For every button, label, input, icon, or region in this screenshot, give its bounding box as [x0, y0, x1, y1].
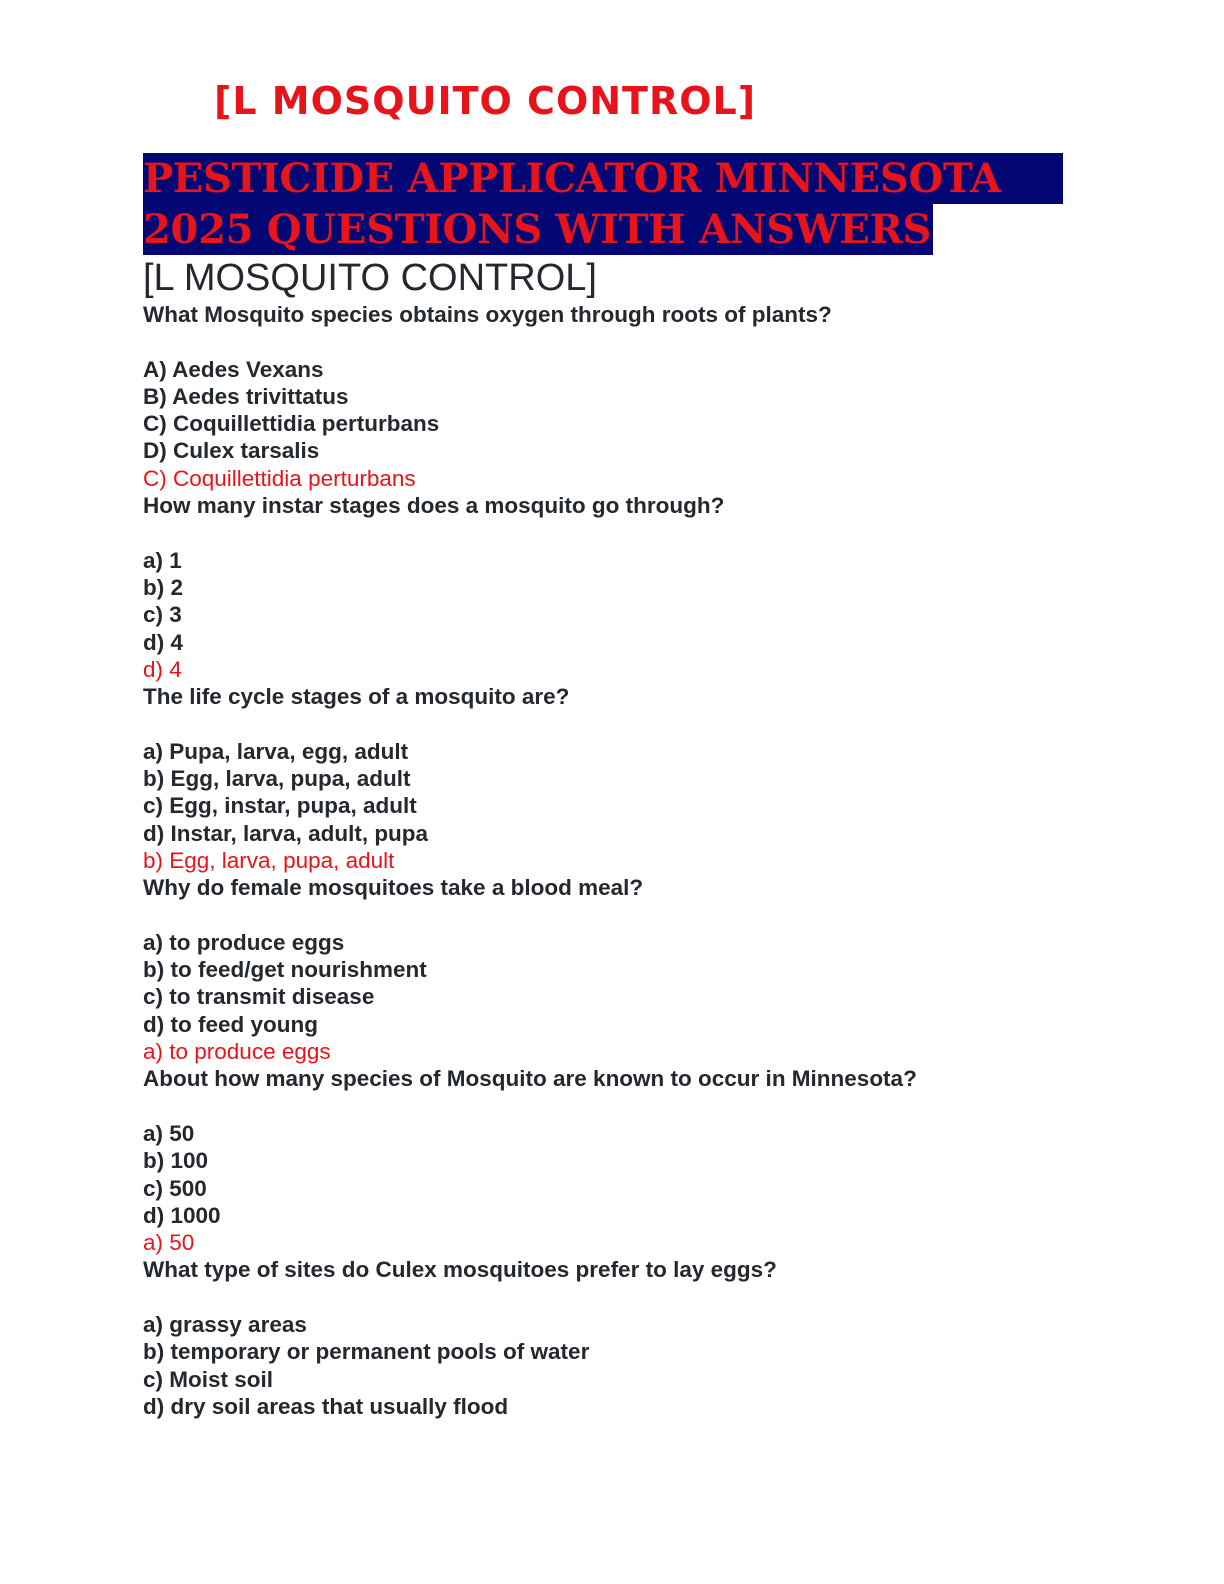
banner-line-1: PESTICIDE APPLICATOR MINNESOTA — [143, 153, 1063, 204]
question-text: Why do female mosquitoes take a blood meal? — [143, 875, 644, 901]
option: c) Egg, instar, pupa, adult — [143, 793, 417, 819]
option: a) grassy areas — [143, 1311, 307, 1337]
question-text: About how many species of Mosquito are known to occur in Minnesota? — [143, 1066, 917, 1092]
spacer — [143, 710, 1123, 737]
answer-text: a) to produce eggs — [143, 1039, 331, 1065]
question-list — [143, 301, 1123, 1420]
question-block — [143, 301, 1123, 492]
option: A) Aedes Vexans — [143, 356, 324, 382]
answer-text: d) 4 — [143, 656, 182, 682]
spacer — [143, 1284, 1123, 1311]
question-block — [143, 683, 1123, 874]
question-text: How many instar stages does a mosquito go through? — [143, 493, 725, 519]
question-block — [143, 1065, 1123, 1256]
option: B) Aedes trivittatus — [143, 383, 349, 409]
question-block — [143, 1256, 1123, 1420]
option: d) Instar, larva, adult, pupa — [143, 820, 429, 846]
option: a) Pupa, larva, egg, adult — [143, 738, 409, 764]
spacer — [143, 328, 1123, 355]
question-text: What type of sites do Culex mosquitoes prefer to lay eggs? — [143, 1257, 777, 1283]
answer-text: a) 50 — [143, 1230, 195, 1256]
option: a) to produce eggs — [143, 929, 345, 955]
option: D) Culex tarsalis — [143, 438, 320, 464]
option: b) to feed/get nourishment — [143, 957, 427, 983]
option: b) 100 — [143, 1148, 209, 1174]
option: a) 1 — [143, 547, 182, 573]
option: c) Moist soil — [143, 1366, 274, 1392]
option: d) dry soil areas that usually flood — [143, 1393, 509, 1419]
spacer — [143, 1093, 1123, 1120]
answer-text: C) Coquillettidia perturbans — [143, 465, 416, 491]
question-text: The life cycle stages of a mosquito are? — [143, 684, 570, 710]
option: b) temporary or permanent pools of water — [143, 1339, 590, 1365]
option: c) to transmit disease — [143, 984, 375, 1010]
document-title: [L MOSQUITO CONTROL] — [214, 79, 757, 123]
option: d) 4 — [143, 629, 184, 655]
answer-text: b) Egg, larva, pupa, adult — [143, 847, 395, 873]
option: b) 2 — [143, 574, 184, 600]
option: C) Coquillettidia perturbans — [143, 411, 440, 437]
question-text: What Mosquito species obtains oxygen through roots of plants? — [143, 302, 832, 327]
option: b) Egg, larva, pupa, adult — [143, 766, 411, 792]
section-heading: [L MOSQUITO CONTROL] — [143, 257, 597, 299]
option: d) 1000 — [143, 1202, 221, 1228]
option: d) to feed young — [143, 1011, 318, 1037]
option: c) 500 — [143, 1175, 207, 1201]
option: c) 3 — [143, 602, 182, 628]
question-block — [143, 874, 1123, 1065]
banner-line-2: 2025 QUESTIONS WITH ANSWERS — [143, 206, 932, 253]
spacer — [143, 902, 1123, 929]
question-block — [143, 492, 1123, 683]
spacer — [143, 519, 1123, 546]
title-banner — [143, 153, 1073, 255]
option: a) 50 — [143, 1120, 195, 1146]
